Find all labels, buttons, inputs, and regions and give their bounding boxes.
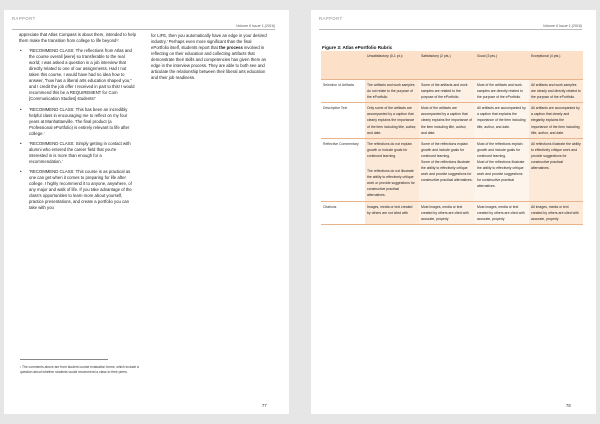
rubric-header-row: [321, 51, 583, 80]
rubric-cell: All artifacts are accompanied by a caption that clearly and elegantly explains the importance of the item including title, author, and date.: [529, 103, 583, 138]
figure-title: Figure 3: Atlas ePortfolio Rubric: [322, 45, 393, 50]
comment-item: • ‘RECOMMEND CLASS: Simply getting in contact with alumni who entered the career field that you're interested in is more than enough for a recommendation.’: [19, 141, 136, 165]
comment-list: [19, 48, 136, 211]
rubric-cell: Most images, media or text created by others are cited with accurate, properly: [475, 201, 529, 224]
rubric-cell: Most of the artifacts are accompanied by a caption that clearly explains the importance of the item including title, author, and date.: [419, 103, 475, 138]
running-title: RAPPORT: [12, 16, 36, 21]
body-paragraph: [151, 33, 269, 81]
rubric-cell: Images, media or text created by others are not cited with: [365, 201, 419, 224]
column-header: Good (3 pts.): [475, 51, 529, 80]
page-number: 77: [262, 403, 267, 408]
rubric-row: [321, 103, 583, 138]
column-header: Satisfactory (2 pts.): [419, 51, 475, 80]
rubric-row: [321, 201, 583, 224]
rubric-cell: The artifacts and work samples do not relate to the purpose of the ePortfolio.: [365, 80, 419, 103]
intro-paragraph: appreciate that Atlas Compass is about them, intended to help them make the transition from college to life beyond¹:: [19, 32, 136, 44]
rubric-cell-text: Some of the reflections illustrate the ability to effectively critique work and provide suggestions for constructive practical alternatives.: [421, 160, 473, 183]
comment-item: • ‘RECOMMEND CLASS: The reflections from Atlas and the course overall [were] so transferable to the real world; I was asked a question in a job interview that directly related to one of our assignments. Had I not taken this course, I would have had no idea how to answer, “how has a liberal arts education shaped you,” and I credit the job offer I received in part to this! I would recommend this be a REQUIREMENT for Com [Communication Studies] students!’: [19, 48, 136, 102]
rubric-row: [321, 138, 583, 201]
row-header: Citations: [321, 201, 365, 224]
row-header: Descriptive Text: [321, 103, 365, 138]
left-page: [4, 10, 289, 414]
rubric-cell-text: Some of the reflections explain growth and include goals for continued learning.: [421, 141, 469, 158]
footnote-divider: [20, 359, 108, 360]
rubric-cell: Only some of the artifacts are accompanied by a caption that clearly explains the importance of the item including title, author, and date.: [365, 103, 419, 138]
row-header: Reflective Commentary: [321, 138, 365, 201]
volume-label: Volume 6 Issue 1 (2016): [542, 24, 582, 28]
running-title: RAPPORT: [319, 16, 343, 21]
footnote: ¹ The comments above are from student course evaluation forms, which include a question about whether students would recommend a class to their peers.: [20, 365, 139, 374]
header-divider: [319, 29, 582, 30]
rubric-cell: All reflections illustrate the ability to effectively critique work and provide suggestions for constructive practical alternatives.: [529, 138, 583, 201]
header-divider: [12, 29, 275, 30]
comment-item: • ‘RECOMMEND CLASS: This course is as practical as one can get when it comes to preparing for life after college. I highly recommend it to anyone, anywhere, of any major and walk of life. If you take advantage of the class's opportunities to learn more about yourself, practice presentations, and create a portfolio you can take with you: [19, 169, 136, 211]
volume-label: Volume 6 Issue 1 (2016): [235, 24, 275, 28]
rubric-cell-text: The reflections do not explain growth or include goals for continued learning.: [367, 141, 412, 158]
rubric-cell: All artifacts and work samples are clearly and directly related to the purpose of the ePortfolio.: [529, 80, 583, 103]
rubric-cell: All images, media or text created by others are cited with accurate, properly: [529, 201, 583, 224]
column-header: Exceptional (4 pts.): [529, 51, 583, 80]
row-header: Selection of Artifacts: [321, 80, 365, 103]
rubric-cell: Most of the artifacts and work samples are directly related to the purpose of the ePortfolio.: [475, 80, 529, 103]
column-header: Unsatisfactory (0-1 pt.)¹: [365, 51, 419, 80]
rubric-cell-text: Most of the reflections illustrate the ability to effectively critique work and provide suggestions for constructive practical alternatives.: [477, 160, 525, 189]
rubric-cell-text: The reflections do not illustrate the ability to effectively critique work or provide suggestions for constructive practical alternatives.: [367, 169, 415, 198]
rubric-cell: [365, 138, 419, 201]
body-text-b: involved in reflecting on their education and collecting artifacts that demonstrate their skills and competencies has given them an edge in the interview process. They are able to both see and articulate the relationship between their liberal arts education and their job readiness.: [151, 45, 267, 81]
right-page: [311, 10, 596, 414]
body-text-a: for LIFE, then you automatically have an edge in your desired industry.’ Perhaps even more significant than the final ePortfolio itself, students report that: [151, 33, 267, 51]
rubric-cell: All artifacts are accompanied by a caption that explains the importance of the item including title, author, and date.: [475, 103, 529, 138]
body-emphasis: the process: [219, 45, 243, 51]
rubric-cell: Some of the artifacts and work samples are related to the purpose of the ePortfolio.: [419, 80, 475, 103]
rubric-corner-cell: [321, 51, 365, 80]
comment-item: • ‘RECOMMEND CLASS: This has been an incredibly helpful class in encouraging me to reflect on my four years at Manhattanville. The final product (a Professional ePortfolio) is entirely relevant to life after college.’: [19, 107, 136, 137]
rubric-cell: Most images, media or text created by others are cited with accurate, properly: [419, 201, 475, 224]
rubric-row: [321, 80, 583, 103]
page-number: 78: [566, 403, 571, 408]
rubric-cell-text: Most of the reflections explain growth and include goals for continued learning.: [477, 141, 523, 158]
rubric-cell: [475, 138, 529, 201]
left-column: [19, 32, 136, 215]
rubric-table: [321, 51, 583, 225]
right-column: [151, 33, 269, 81]
rubric-cell: [419, 138, 475, 201]
